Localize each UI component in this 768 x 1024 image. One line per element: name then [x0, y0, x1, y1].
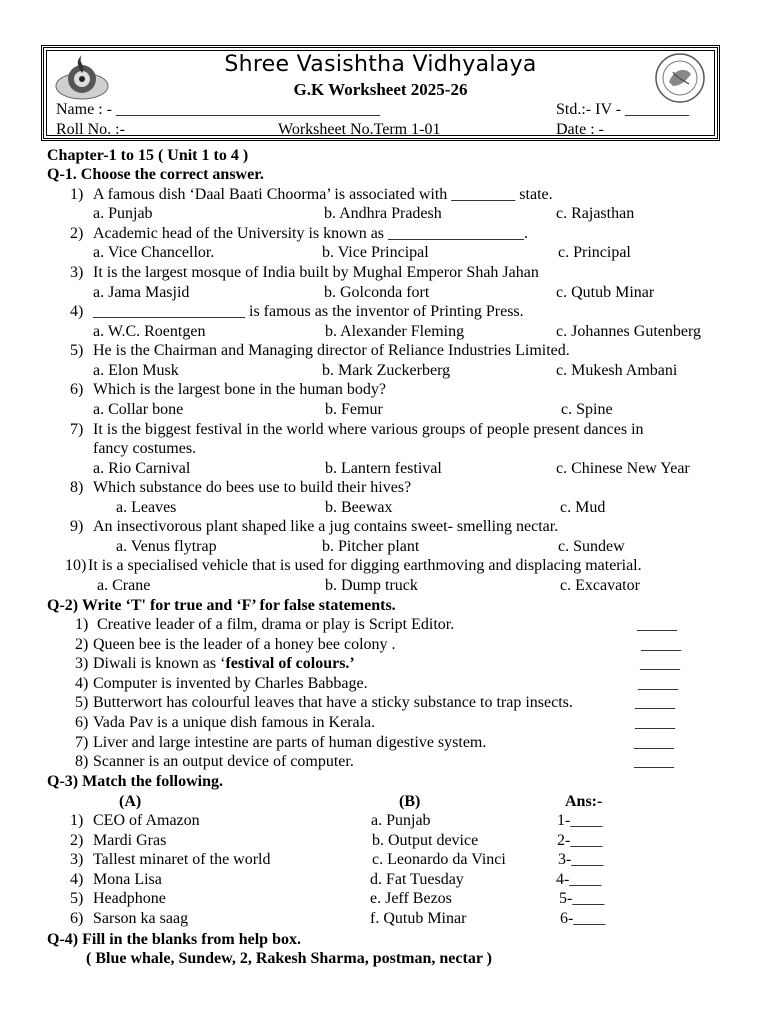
q2-statement: Liver and large intestine are parts of human digestive system.	[93, 734, 487, 751]
q3-column-a-header: (A)	[119, 793, 142, 810]
q1-option-a: a. Vice Chancellor.	[93, 244, 215, 261]
q1-option-b: b. Andhra Pradesh	[324, 205, 442, 222]
q2-answer-blank: _____	[634, 734, 674, 751]
q1-option-b: b. Dump truck	[325, 577, 418, 594]
q1-question-number: 8)	[70, 479, 84, 496]
q2-item-number: 6)	[75, 714, 89, 731]
date-field: Date : - ___________	[556, 121, 696, 138]
q3-item-number: 2)	[70, 832, 84, 849]
q1-option-c: c. Spine	[561, 401, 613, 418]
worksheet-header	[41, 45, 720, 141]
q1-option-c: c. Mukesh Ambani	[556, 362, 678, 379]
worksheet-title: G.K Worksheet 2025-26	[293, 80, 468, 99]
q1-question-text: An insectivorous plant shaped like a jug contains sweet- smelling nectar.	[93, 518, 559, 535]
std-field: Std.:- IV - ________	[556, 101, 690, 118]
q3-answer-blank: 2-____	[557, 832, 603, 849]
q1-option-a: a. W.C. Roentgen	[93, 323, 206, 340]
q1-option-b: b. Lantern festival	[325, 460, 442, 477]
q1-option-b: b. Vice Principal	[322, 244, 429, 261]
q1-question-number: 10)	[65, 557, 87, 574]
chapter-range: Chapter-1 to 15 ( Unit 1 to 4 )	[47, 147, 249, 164]
q3-answer-blank: 3-____	[558, 851, 604, 868]
q3-answer-blank: 4-____	[556, 871, 602, 888]
q2-item-number: 5)	[75, 694, 89, 711]
q1-option-a: a. Leaves	[116, 499, 177, 516]
q1-option-c: c. Chinese New Year	[556, 460, 690, 477]
q1-option-b: b. Mark Zuckerberg	[322, 362, 451, 379]
q3-answer-blank: 5-____	[559, 890, 605, 907]
q3-column-b-item: d. Fat Tuesday	[370, 871, 464, 888]
q2-statement: Vada Pav is a unique dish famous in Kerala.	[93, 714, 376, 731]
q2-heading: Q-2) Write ‘T' for true and ‘F’ for false statements.	[47, 597, 396, 614]
q3-column-b-item: a. Punjab	[371, 812, 431, 829]
q1-option-a: a. Jama Masjid	[93, 284, 190, 301]
q2-item-number: 7)	[75, 734, 89, 751]
q2-statement: Butterwort has colourful leaves that have a sticky substance to trap insects.	[93, 694, 573, 711]
q1-question-text: It is a specialised vehicle that is used for digging earthmoving and displacing material.	[88, 557, 642, 574]
q1-question-number: 4)	[70, 303, 84, 320]
q1-question-number: 7)	[70, 421, 84, 438]
q2-statement-text: Diwali is known as ‘	[93, 655, 226, 672]
q3-answer-blank: 1-____	[557, 812, 603, 829]
q1-option-c: c. Johannes Gutenberg	[556, 323, 701, 340]
q1-option-a: a. Elon Musk	[93, 362, 179, 379]
worksheet-number: Worksheet No.Term 1-01	[278, 121, 441, 138]
q3-item-number: 6)	[70, 910, 84, 927]
q3-column-a-item: Mona Lisa	[93, 871, 162, 888]
q1-option-a: a. Collar bone	[93, 401, 184, 418]
q3-column-a-item: Sarson ka saag	[93, 910, 189, 927]
q3-column-a-item: CEO of Amazon	[93, 812, 200, 829]
q4-help-box: ( Blue whale, Sundew, 2, Rakesh Sharma, postman, nectar )	[86, 950, 492, 967]
q1-option-b: b. Beewax	[325, 499, 393, 516]
q2-item-number: 3)	[75, 655, 89, 672]
q1-question-number: 3)	[70, 264, 84, 281]
roll-field: Roll No. :-_______	[56, 121, 181, 138]
q3-column-a-item: Mardi Gras	[93, 832, 167, 849]
q1-option-a: a. Venus flytrap	[116, 538, 217, 555]
q1-question-text: It is the biggest festival in the world where various groups of people present dances in	[93, 421, 644, 438]
q2-answer-blank: _____	[635, 694, 675, 711]
q1-question-text: Academic head of the University is known as _________________.	[93, 225, 529, 242]
q1-heading: Q-1. Choose the correct answer.	[47, 166, 264, 183]
q3-item-number: 3)	[70, 851, 84, 868]
q1-option-c: c. Rajasthan	[556, 205, 635, 222]
q3-answer-blank: 6-____	[560, 910, 606, 927]
q2-statement: Creative leader of a film, drama or play is Script Editor.	[97, 616, 455, 633]
q2-statement-bold: festival of colours.’	[225, 655, 355, 672]
q3-column-b-item: b. Output device	[372, 832, 479, 849]
q1-option-b: b. Alexander Fleming	[325, 323, 465, 340]
q3-column-b-item: e. Jeff Bezos	[370, 890, 452, 907]
q3-column-b-item: c. Leonardo da Vinci	[372, 851, 506, 868]
q2-answer-blank: _____	[637, 616, 677, 633]
q1-question-text-continued: fancy costumes.	[93, 440, 197, 457]
q1-option-c: c. Excavator	[560, 577, 640, 594]
q2-answer-blank: _____	[634, 753, 674, 770]
q2-answer-blank: _____	[641, 636, 681, 653]
q1-question-text: A famous dish ‘Daal Baati Choorma’ is associated with ________ state.	[93, 186, 553, 203]
q3-column-a-item: Tallest minaret of the world	[93, 851, 271, 868]
school-name: Shree Vasishtha Vidhyalaya	[224, 52, 537, 77]
q1-question-text: Which is the largest bone in the human body?	[93, 381, 386, 398]
q2-item-number: 2)	[75, 636, 89, 653]
q1-question-number: 2)	[70, 225, 84, 242]
q3-answer-header: Ans:-	[565, 793, 603, 810]
q2-item-number: 8)	[75, 753, 89, 770]
q1-question-number: 6)	[70, 381, 84, 398]
q3-heading: Q-3) Match the following.	[47, 773, 223, 790]
q1-option-c: c. Principal	[558, 244, 631, 261]
name-field: Name : - _________________________________	[56, 101, 380, 118]
q1-option-c: c. Qutub Minar	[556, 284, 655, 301]
q3-column-a-item: Headphone	[93, 890, 166, 907]
q1-question-text: He is the Chairman and Managing director of Reliance Industries Limited.	[93, 342, 570, 359]
q1-option-b: b. Pitcher plant	[322, 538, 420, 555]
q2-answer-blank: _____	[638, 675, 678, 692]
q1-option-b: b. Golconda fort	[324, 284, 430, 301]
q2-statement	[93, 655, 355, 673]
q1-option-b: b. Femur	[325, 401, 383, 418]
q2-statement: Scanner is an output device of computer.	[93, 753, 354, 770]
q3-item-number: 5)	[70, 890, 84, 907]
q1-option-a: a. Crane	[97, 577, 151, 594]
q3-column-b-header: (B)	[399, 793, 421, 810]
q1-question-text: ___________________ is famous as the inventor of Printing Press.	[93, 303, 524, 320]
q3-item-number: 1)	[70, 812, 84, 829]
q4-heading: Q-4) Fill in the blanks from help box.	[47, 931, 301, 948]
q1-question-text: It is the largest mosque of India built by Mughal Emperor Shah Jahan	[93, 264, 539, 281]
q1-question-number: 5)	[70, 342, 84, 359]
q2-answer-blank: _____	[635, 714, 675, 731]
q2-answer-blank: _____	[640, 655, 680, 672]
q1-question-number: 1)	[70, 186, 84, 203]
q2-item-number: 1)	[75, 616, 89, 633]
q1-option-a: a. Punjab	[93, 205, 153, 222]
q2-item-number: 4)	[75, 675, 89, 692]
q3-item-number: 4)	[70, 871, 84, 888]
q2-statement: Computer is invented by Charles Babbage.	[93, 675, 368, 692]
q1-option-a: a. Rio Carnival	[93, 460, 191, 477]
q1-option-c: c. Mud	[560, 499, 606, 516]
q2-statement: Queen bee is the leader of a honey bee colony .	[93, 636, 396, 653]
q1-option-c: c. Sundew	[558, 538, 625, 555]
q3-column-b-item: f. Qutub Minar	[370, 910, 467, 927]
q1-question-number: 9)	[70, 518, 84, 535]
q1-question-text: Which substance do bees use to build their hives?	[93, 479, 412, 496]
